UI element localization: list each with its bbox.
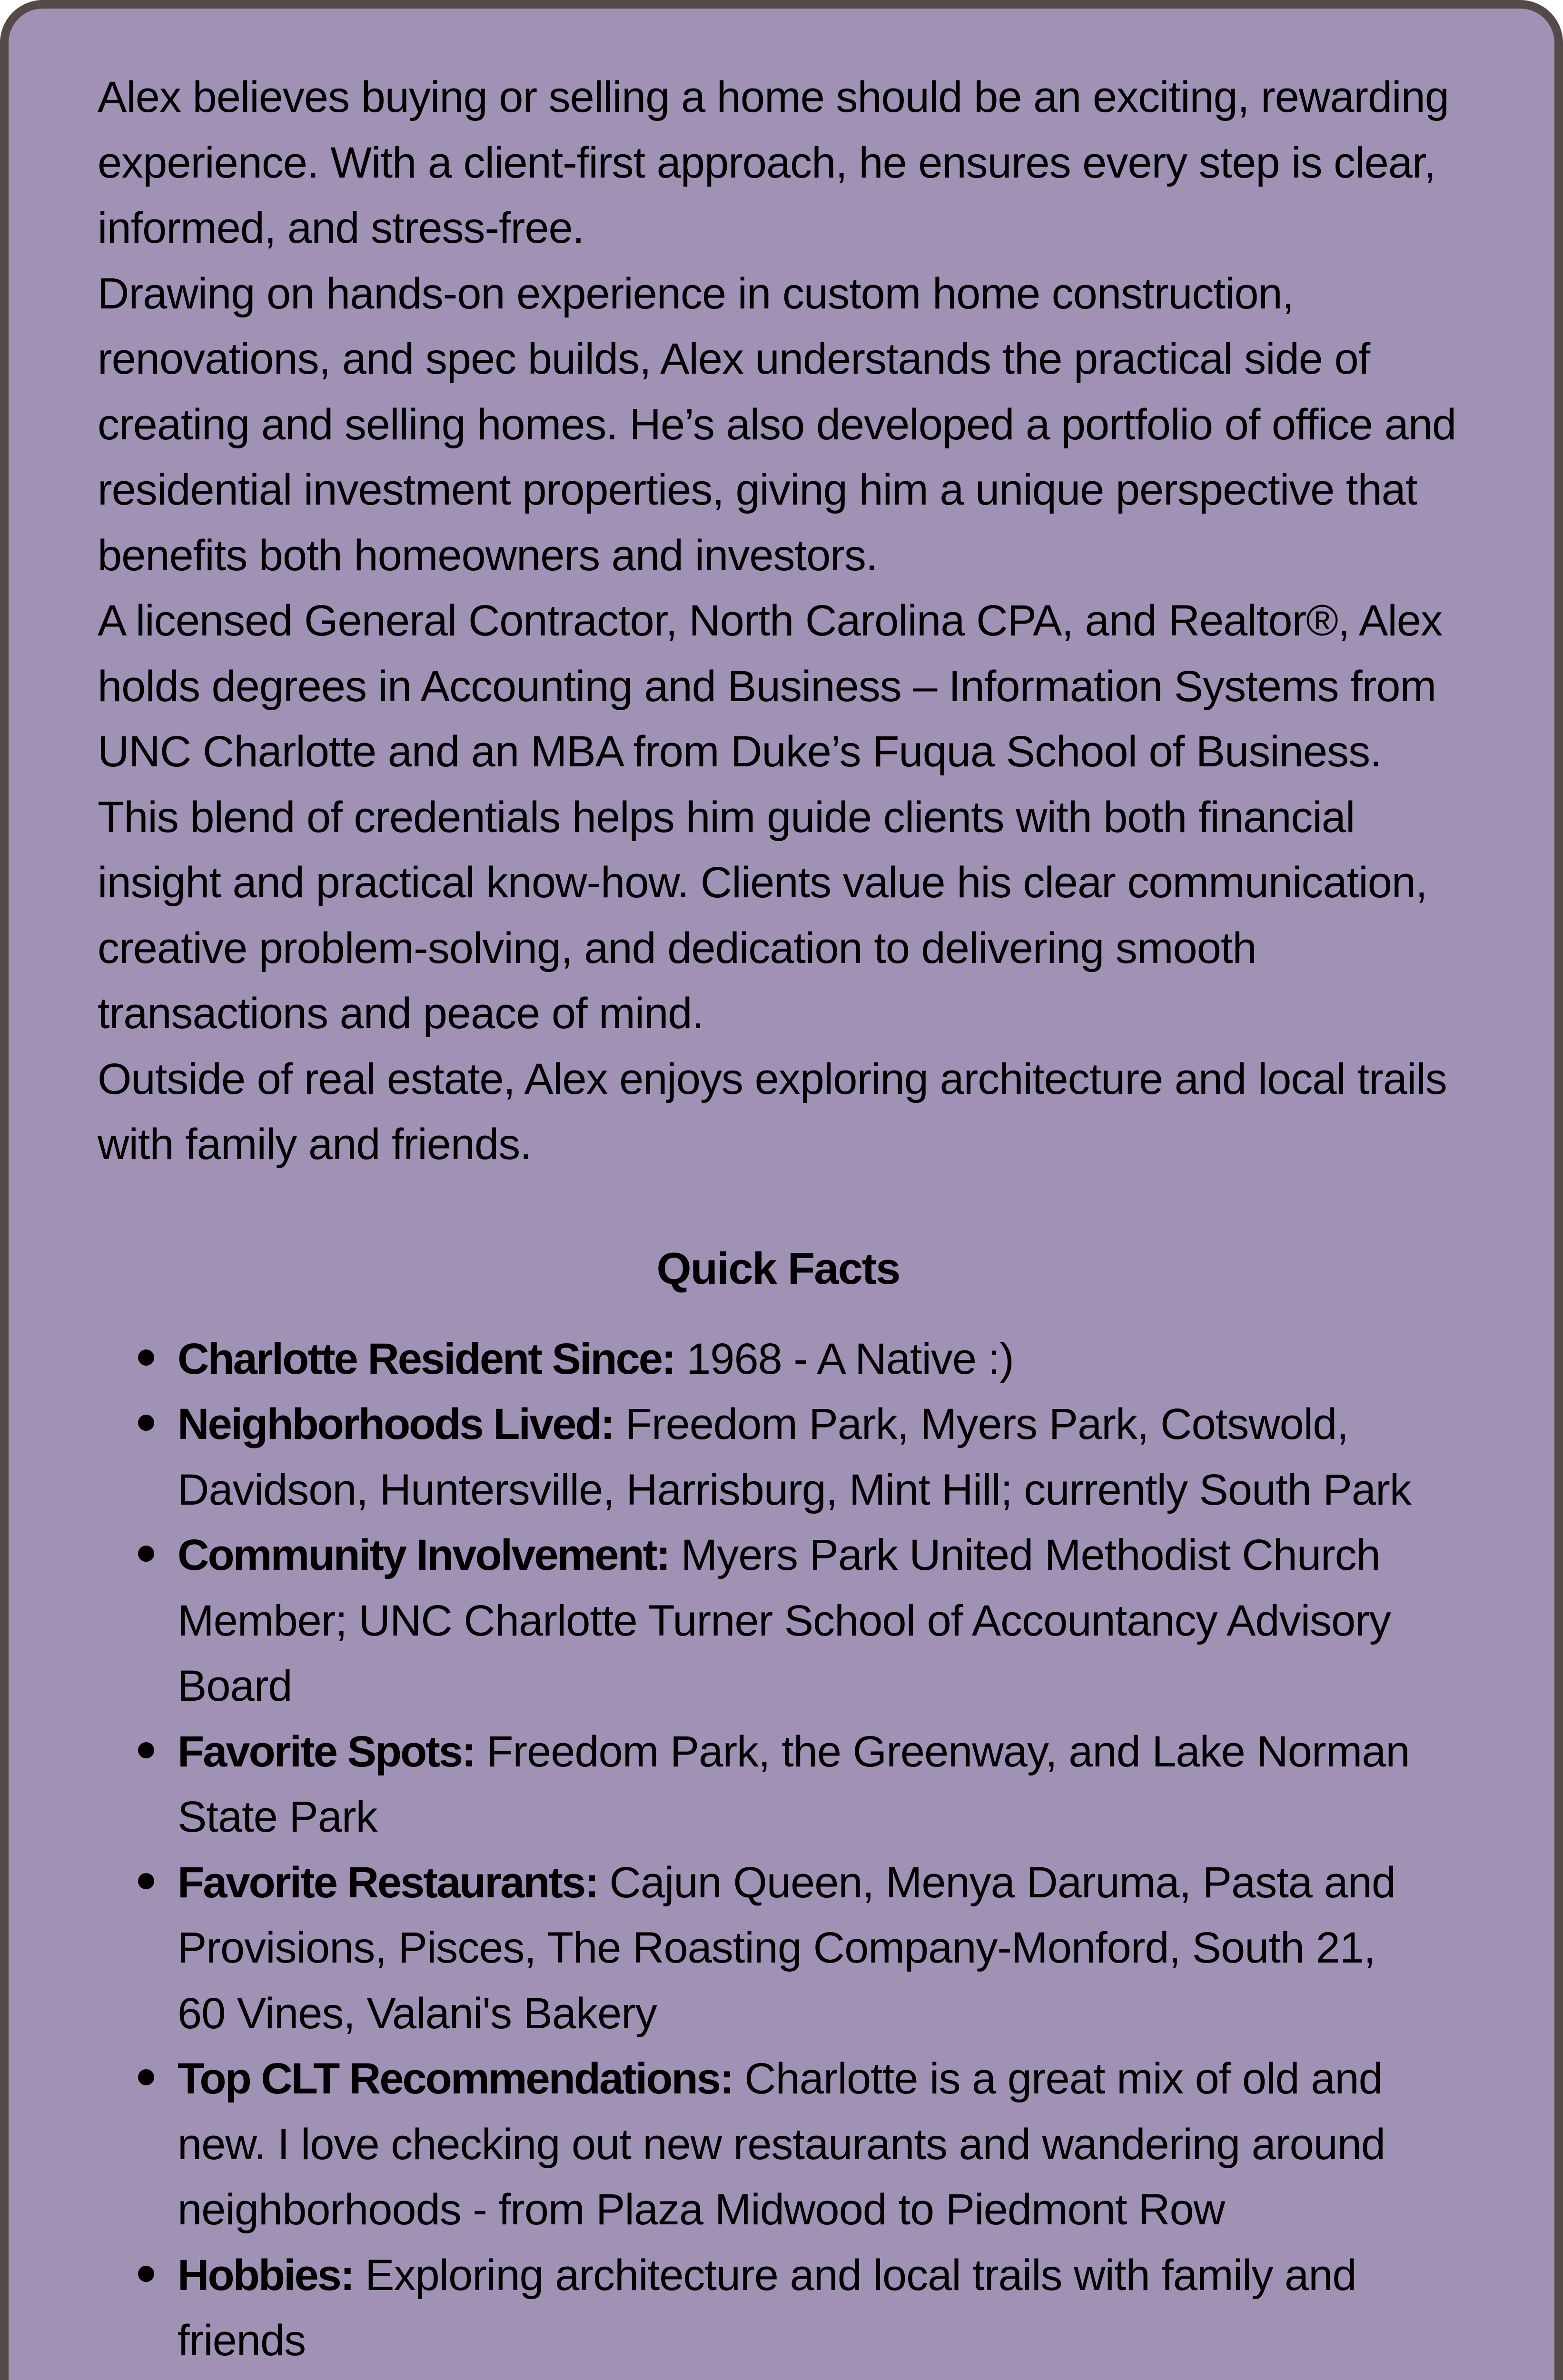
bio-paragraph: A licensed General Contractor, North Carolina CPA, and Realtor®, Alex holds degrees in Accounting and Business – Information Systems from UNC Charlotte and an MBA from Duke’s Fuqua School of Business. This blend of credentials helps him guide clients with both financial insight and practical know-how. Clients value his clear communication, creative problem-solving, and dedication to delivering smooth transactions and peace of mind. (98, 596, 1442, 1038)
fact-value: Charlotte is a great mix of old and new. I love checking out new restaurants and wandering around neighborhoods - from Plaza Midwood to Piedmont Row (178, 2054, 1385, 2234)
bullet-icon (138, 2266, 154, 2282)
fact-item-community (98, 1523, 1459, 1719)
bullet-icon (138, 1546, 154, 1562)
fact-item-neighborhoods (98, 1392, 1459, 1523)
bio-content (98, 65, 1459, 2374)
bullet-icon (138, 2069, 154, 2085)
quick-facts-list (98, 1327, 1459, 2374)
fact-label: Hobbies: (178, 2251, 354, 2300)
fact-label: Top CLT Recommendations: (178, 2054, 733, 2103)
quick-facts-heading: Quick Facts (656, 1243, 900, 1293)
bullet-icon (138, 1349, 154, 1366)
bio-paragraph: Alex believes buying or selling a home should be an exciting, rewarding experience. With a client-first approach, he ensures every step is clear, informed, and stress-free. (98, 73, 1449, 252)
fact-item-resident-since (98, 1327, 1459, 1392)
fact-value: Cajun Queen, Menya Daruma, Pasta and Provisions, Pisces, The Roasting Company-Monford, South 21, 60 Vines, Valani's Bakery (178, 1858, 1396, 2038)
fact-label: Favorite Restaurants: (178, 1858, 598, 1907)
fact-item-hobbies (98, 2243, 1459, 2374)
fact-label: Charlotte Resident Since: (178, 1334, 675, 1383)
fact-value: Freedom Park, Myers Park, Cotswold, Davidson, Huntersville, Harrisburg, Mint Hill; currently South Park (178, 1400, 1411, 1514)
fact-value: Myers Park United Methodist Church Member; UNC Charlotte Turner School of Accountancy Advisory Board (178, 1531, 1391, 1710)
bullet-icon (138, 1873, 154, 1889)
fact-label: Community Involvement: (178, 1531, 670, 1579)
bio-section (98, 65, 1459, 1178)
fact-item-favorite-spots (98, 1719, 1459, 1850)
bullet-icon (138, 1415, 154, 1431)
fact-label: Favorite Spots: (178, 1727, 475, 1776)
bullet-icon (138, 1742, 154, 1758)
bio-paragraph: Drawing on hands-on experience in custom home construction, renovations, and spec builds, Alex understands the practical side of creating and selling homes. He’s also developed a portfolio of office and residential investment properties, giving him a unique perspective that benefits both homeowners and investors. (98, 269, 1456, 580)
fact-value: Freedom Park, the Greenway, and Lake Norman State Park (178, 1727, 1410, 1841)
fact-item-favorite-restaurants (98, 1850, 1459, 2047)
fact-label: Neighborhoods Lived: (178, 1400, 614, 1448)
fact-value: Exploring architecture and local trails with family and friends (178, 2251, 1356, 2365)
fact-item-recommendations (98, 2046, 1459, 2243)
bio-paragraph: Outside of real estate, Alex enjoys exploring architecture and local trails with family and friends. (98, 1054, 1447, 1169)
fact-value: 1968 - A Native :) (674, 1334, 1014, 1383)
